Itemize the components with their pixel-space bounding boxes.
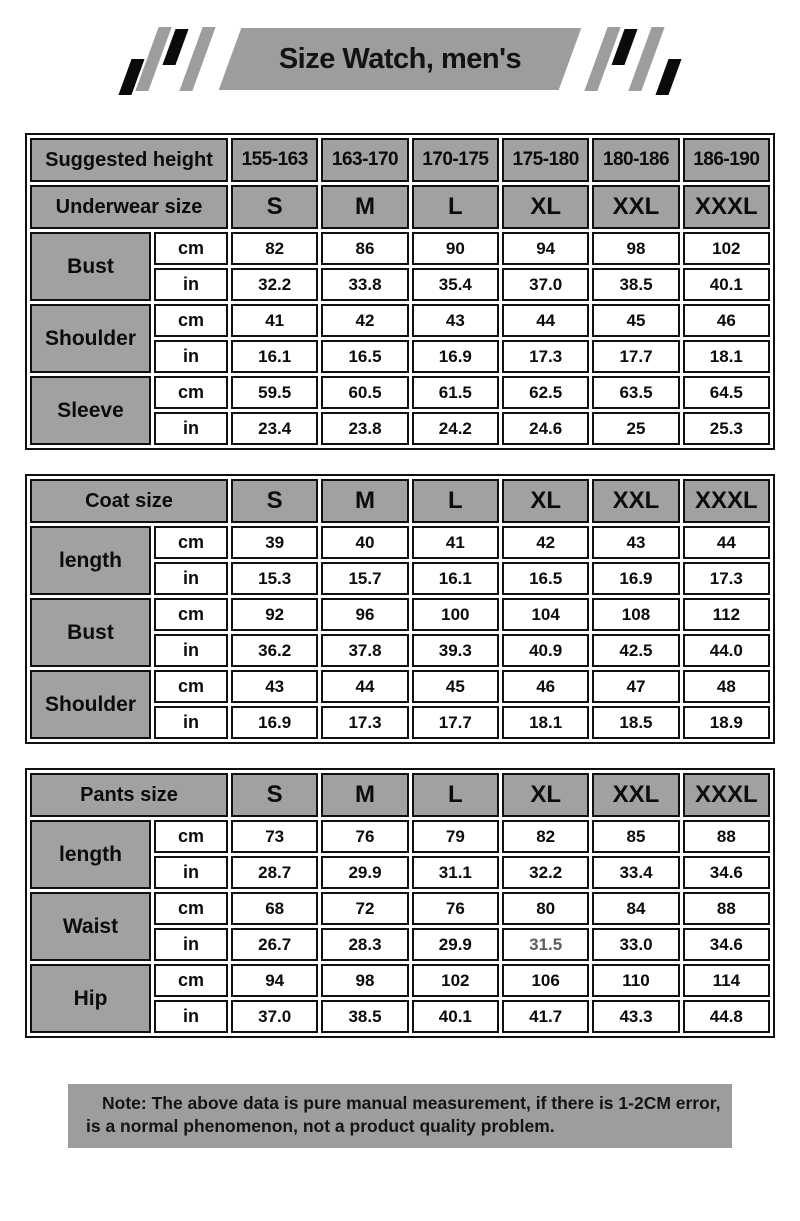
table-header-label: Suggested height bbox=[30, 138, 228, 182]
value-cell: 44 bbox=[321, 670, 408, 703]
value-cell: 80 bbox=[502, 892, 589, 925]
value-cell: 35.4 bbox=[412, 268, 499, 301]
measure-label: length bbox=[30, 820, 151, 889]
value-cell: 31.1 bbox=[412, 856, 499, 889]
value-cell: 18.9 bbox=[683, 706, 770, 739]
size-label-cell: XL bbox=[502, 773, 589, 817]
value-cell: 15.3 bbox=[231, 562, 318, 595]
value-cell: 16.1 bbox=[231, 340, 318, 373]
length-cm-row bbox=[30, 526, 770, 559]
value-cell: 112 bbox=[683, 598, 770, 631]
length-cm-row bbox=[30, 820, 770, 853]
value-cell: 98 bbox=[592, 232, 679, 265]
value-cell: 38.5 bbox=[592, 268, 679, 301]
table-header-label: Pants size bbox=[30, 773, 228, 817]
value-cell: 46 bbox=[683, 304, 770, 337]
unit-cell: in bbox=[154, 706, 228, 739]
value-cell: 32.2 bbox=[502, 856, 589, 889]
value-cell: 59.5 bbox=[231, 376, 318, 409]
value-cell: 82 bbox=[231, 232, 318, 265]
value-cell: 45 bbox=[592, 304, 679, 337]
note-line-1: Note: The above data is pure manual measurement, if there is 1-2CM error, bbox=[102, 1093, 721, 1113]
value-cell: 16.9 bbox=[231, 706, 318, 739]
value-cell: 29.9 bbox=[321, 856, 408, 889]
measure-label: Waist bbox=[30, 892, 151, 961]
measure-label: Sleeve bbox=[30, 376, 151, 445]
value-cell: 88 bbox=[683, 820, 770, 853]
value-cell: 108 bbox=[592, 598, 679, 631]
value-cell: 41 bbox=[231, 304, 318, 337]
value-cell: 92 bbox=[231, 598, 318, 631]
value-cell: 33.4 bbox=[592, 856, 679, 889]
value-cell: 72 bbox=[321, 892, 408, 925]
size-label-cell: M bbox=[321, 185, 408, 229]
value-cell: 46 bbox=[502, 670, 589, 703]
size-label-cell: XXL bbox=[592, 185, 679, 229]
unit-cell: in bbox=[154, 562, 228, 595]
value-cell: 84 bbox=[592, 892, 679, 925]
value-cell: 28.7 bbox=[231, 856, 318, 889]
measure-label: Bust bbox=[30, 232, 151, 301]
value-cell: 104 bbox=[502, 598, 589, 631]
height-range-cell: 180-186 bbox=[592, 138, 679, 182]
value-cell: 40.9 bbox=[502, 634, 589, 667]
size-label-cell: S bbox=[231, 185, 318, 229]
hip-cm-row bbox=[30, 964, 770, 997]
table-header-label: Coat size bbox=[30, 479, 228, 523]
value-cell: 37.8 bbox=[321, 634, 408, 667]
height-range-cell: 170-175 bbox=[412, 138, 499, 182]
value-cell: 37.0 bbox=[231, 1000, 318, 1033]
value-cell: 42 bbox=[502, 526, 589, 559]
value-cell: 41 bbox=[412, 526, 499, 559]
value-cell: 17.3 bbox=[683, 562, 770, 595]
value-cell: 48 bbox=[683, 670, 770, 703]
value-cell: 18.1 bbox=[502, 706, 589, 739]
value-cell: 40.1 bbox=[683, 268, 770, 301]
value-cell: 60.5 bbox=[321, 376, 408, 409]
title-banner bbox=[0, 26, 800, 92]
height-range-cell: 155-163 bbox=[231, 138, 318, 182]
unit-cell: cm bbox=[154, 820, 228, 853]
value-cell: 61.5 bbox=[412, 376, 499, 409]
value-cell: 85 bbox=[592, 820, 679, 853]
suggested-height-row bbox=[30, 138, 770, 182]
shoulder-cm-row bbox=[30, 670, 770, 703]
unit-cell: cm bbox=[154, 232, 228, 265]
value-cell: 18.5 bbox=[592, 706, 679, 739]
coat-size-table bbox=[25, 474, 775, 744]
value-cell: 34.6 bbox=[683, 928, 770, 961]
bust-cm-row bbox=[30, 598, 770, 631]
size-label-cell: S bbox=[231, 479, 318, 523]
unit-cell: in bbox=[154, 412, 228, 445]
pants-size-row bbox=[30, 773, 770, 817]
value-cell: 17.7 bbox=[592, 340, 679, 373]
value-cell: 88 bbox=[683, 892, 770, 925]
banner-decor-right bbox=[596, 27, 675, 91]
size-label-cell: XXL bbox=[592, 479, 679, 523]
value-cell: 94 bbox=[231, 964, 318, 997]
value-cell: 42.5 bbox=[592, 634, 679, 667]
value-cell: 82 bbox=[502, 820, 589, 853]
value-cell: 33.8 bbox=[321, 268, 408, 301]
value-cell: 29.9 bbox=[412, 928, 499, 961]
value-cell: 16.5 bbox=[321, 340, 408, 373]
value-cell: 64.5 bbox=[683, 376, 770, 409]
value-cell: 102 bbox=[412, 964, 499, 997]
unit-cell: cm bbox=[154, 526, 228, 559]
value-cell: 25 bbox=[592, 412, 679, 445]
value-cell: 37.0 bbox=[502, 268, 589, 301]
value-cell: 16.1 bbox=[412, 562, 499, 595]
value-cell: 98 bbox=[321, 964, 408, 997]
value-cell: 63.5 bbox=[592, 376, 679, 409]
value-cell: 45 bbox=[412, 670, 499, 703]
size-label-cell: XL bbox=[502, 185, 589, 229]
value-cell: 44.0 bbox=[683, 634, 770, 667]
size-label-cell: L bbox=[412, 185, 499, 229]
note-line-2: is a normal phenomenon, not a product quality problem. bbox=[86, 1116, 555, 1137]
value-cell: 102 bbox=[683, 232, 770, 265]
value-cell: 40 bbox=[321, 526, 408, 559]
value-cell: 44 bbox=[502, 304, 589, 337]
banner-decor-left bbox=[125, 27, 204, 91]
value-cell: 16.5 bbox=[502, 562, 589, 595]
height-range-cell: 163-170 bbox=[321, 138, 408, 182]
underwear-size-table bbox=[25, 133, 775, 450]
size-label-cell: M bbox=[321, 773, 408, 817]
measure-label: Shoulder bbox=[30, 304, 151, 373]
value-cell: 47 bbox=[592, 670, 679, 703]
value-cell: 18.1 bbox=[683, 340, 770, 373]
value-cell: 110 bbox=[592, 964, 679, 997]
size-label-cell: S bbox=[231, 773, 318, 817]
value-cell: 79 bbox=[412, 820, 499, 853]
shoulder-cm-row bbox=[30, 304, 770, 337]
value-cell: 43 bbox=[592, 526, 679, 559]
value-cell: 44 bbox=[683, 526, 770, 559]
value-cell: 39 bbox=[231, 526, 318, 559]
value-cell: 38.5 bbox=[321, 1000, 408, 1033]
value-cell: 36.2 bbox=[231, 634, 318, 667]
measure-label: length bbox=[30, 526, 151, 595]
value-cell: 114 bbox=[683, 964, 770, 997]
unit-cell: cm bbox=[154, 964, 228, 997]
size-label-cell: M bbox=[321, 479, 408, 523]
value-cell: 34.6 bbox=[683, 856, 770, 889]
value-cell: 106 bbox=[502, 964, 589, 997]
value-cell: 43 bbox=[412, 304, 499, 337]
size-label-cell: XL bbox=[502, 479, 589, 523]
size-label-cell: L bbox=[412, 479, 499, 523]
unit-cell: cm bbox=[154, 376, 228, 409]
size-label-cell: XXXL bbox=[683, 773, 770, 817]
value-cell: 100 bbox=[412, 598, 499, 631]
size-label-cell: L bbox=[412, 773, 499, 817]
value-cell: 76 bbox=[321, 820, 408, 853]
size-label-cell: XXXL bbox=[683, 185, 770, 229]
value-cell: 16.9 bbox=[592, 562, 679, 595]
table-header-label: Underwear size bbox=[30, 185, 228, 229]
pants-size-table bbox=[25, 768, 775, 1038]
value-cell: 44.8 bbox=[683, 1000, 770, 1033]
bust-cm-row bbox=[30, 232, 770, 265]
measure-label: Bust bbox=[30, 598, 151, 667]
value-cell: 26.7 bbox=[231, 928, 318, 961]
height-range-cell: 186-190 bbox=[683, 138, 770, 182]
value-cell: 43.3 bbox=[592, 1000, 679, 1033]
value-cell: 25.3 bbox=[683, 412, 770, 445]
value-cell: 90 bbox=[412, 232, 499, 265]
unit-cell: in bbox=[154, 928, 228, 961]
unit-cell: in bbox=[154, 340, 228, 373]
value-cell: 33.0 bbox=[592, 928, 679, 961]
underwear-size-row bbox=[30, 185, 770, 229]
size-label-cell: XXXL bbox=[683, 479, 770, 523]
size-label-cell: XXL bbox=[592, 773, 679, 817]
value-cell: 40.1 bbox=[412, 1000, 499, 1033]
unit-cell: cm bbox=[154, 892, 228, 925]
value-cell: 17.7 bbox=[412, 706, 499, 739]
unit-cell: in bbox=[154, 856, 228, 889]
value-cell: 62.5 bbox=[502, 376, 589, 409]
value-cell: 17.3 bbox=[502, 340, 589, 373]
value-cell: 24.6 bbox=[502, 412, 589, 445]
unit-cell: cm bbox=[154, 304, 228, 337]
value-cell: 17.3 bbox=[321, 706, 408, 739]
value-cell: 43 bbox=[231, 670, 318, 703]
page-title: Size Watch, men's bbox=[278, 42, 522, 75]
measure-label: Shoulder bbox=[30, 670, 151, 739]
sleeve-cm-row bbox=[30, 376, 770, 409]
unit-cell: in bbox=[154, 634, 228, 667]
value-cell: 68 bbox=[231, 892, 318, 925]
measure-label: Hip bbox=[30, 964, 151, 1033]
value-cell: 39.3 bbox=[412, 634, 499, 667]
value-cell: 86 bbox=[321, 232, 408, 265]
value-cell: 23.4 bbox=[231, 412, 318, 445]
banner-plate bbox=[219, 28, 582, 90]
value-cell: 24.2 bbox=[412, 412, 499, 445]
value-cell: 42 bbox=[321, 304, 408, 337]
unit-cell: cm bbox=[154, 598, 228, 631]
measurement-note bbox=[68, 1084, 732, 1148]
coat-size-row bbox=[30, 479, 770, 523]
unit-cell: cm bbox=[154, 670, 228, 703]
value-cell: 41.7 bbox=[502, 1000, 589, 1033]
stripe-icon bbox=[655, 59, 681, 95]
value-cell: 23.8 bbox=[321, 412, 408, 445]
value-cell: 28.3 bbox=[321, 928, 408, 961]
value-cell: 73 bbox=[231, 820, 318, 853]
value-cell: 15.7 bbox=[321, 562, 408, 595]
height-range-cell: 175-180 bbox=[502, 138, 589, 182]
unit-cell: in bbox=[154, 268, 228, 301]
waist-cm-row bbox=[30, 892, 770, 925]
value-cell: 96 bbox=[321, 598, 408, 631]
value-cell: 16.9 bbox=[412, 340, 499, 373]
value-cell: 32.2 bbox=[231, 268, 318, 301]
value-cell: 94 bbox=[502, 232, 589, 265]
value-cell: 76 bbox=[412, 892, 499, 925]
unit-cell: in bbox=[154, 1000, 228, 1033]
value-cell: 31.5 bbox=[502, 928, 589, 961]
